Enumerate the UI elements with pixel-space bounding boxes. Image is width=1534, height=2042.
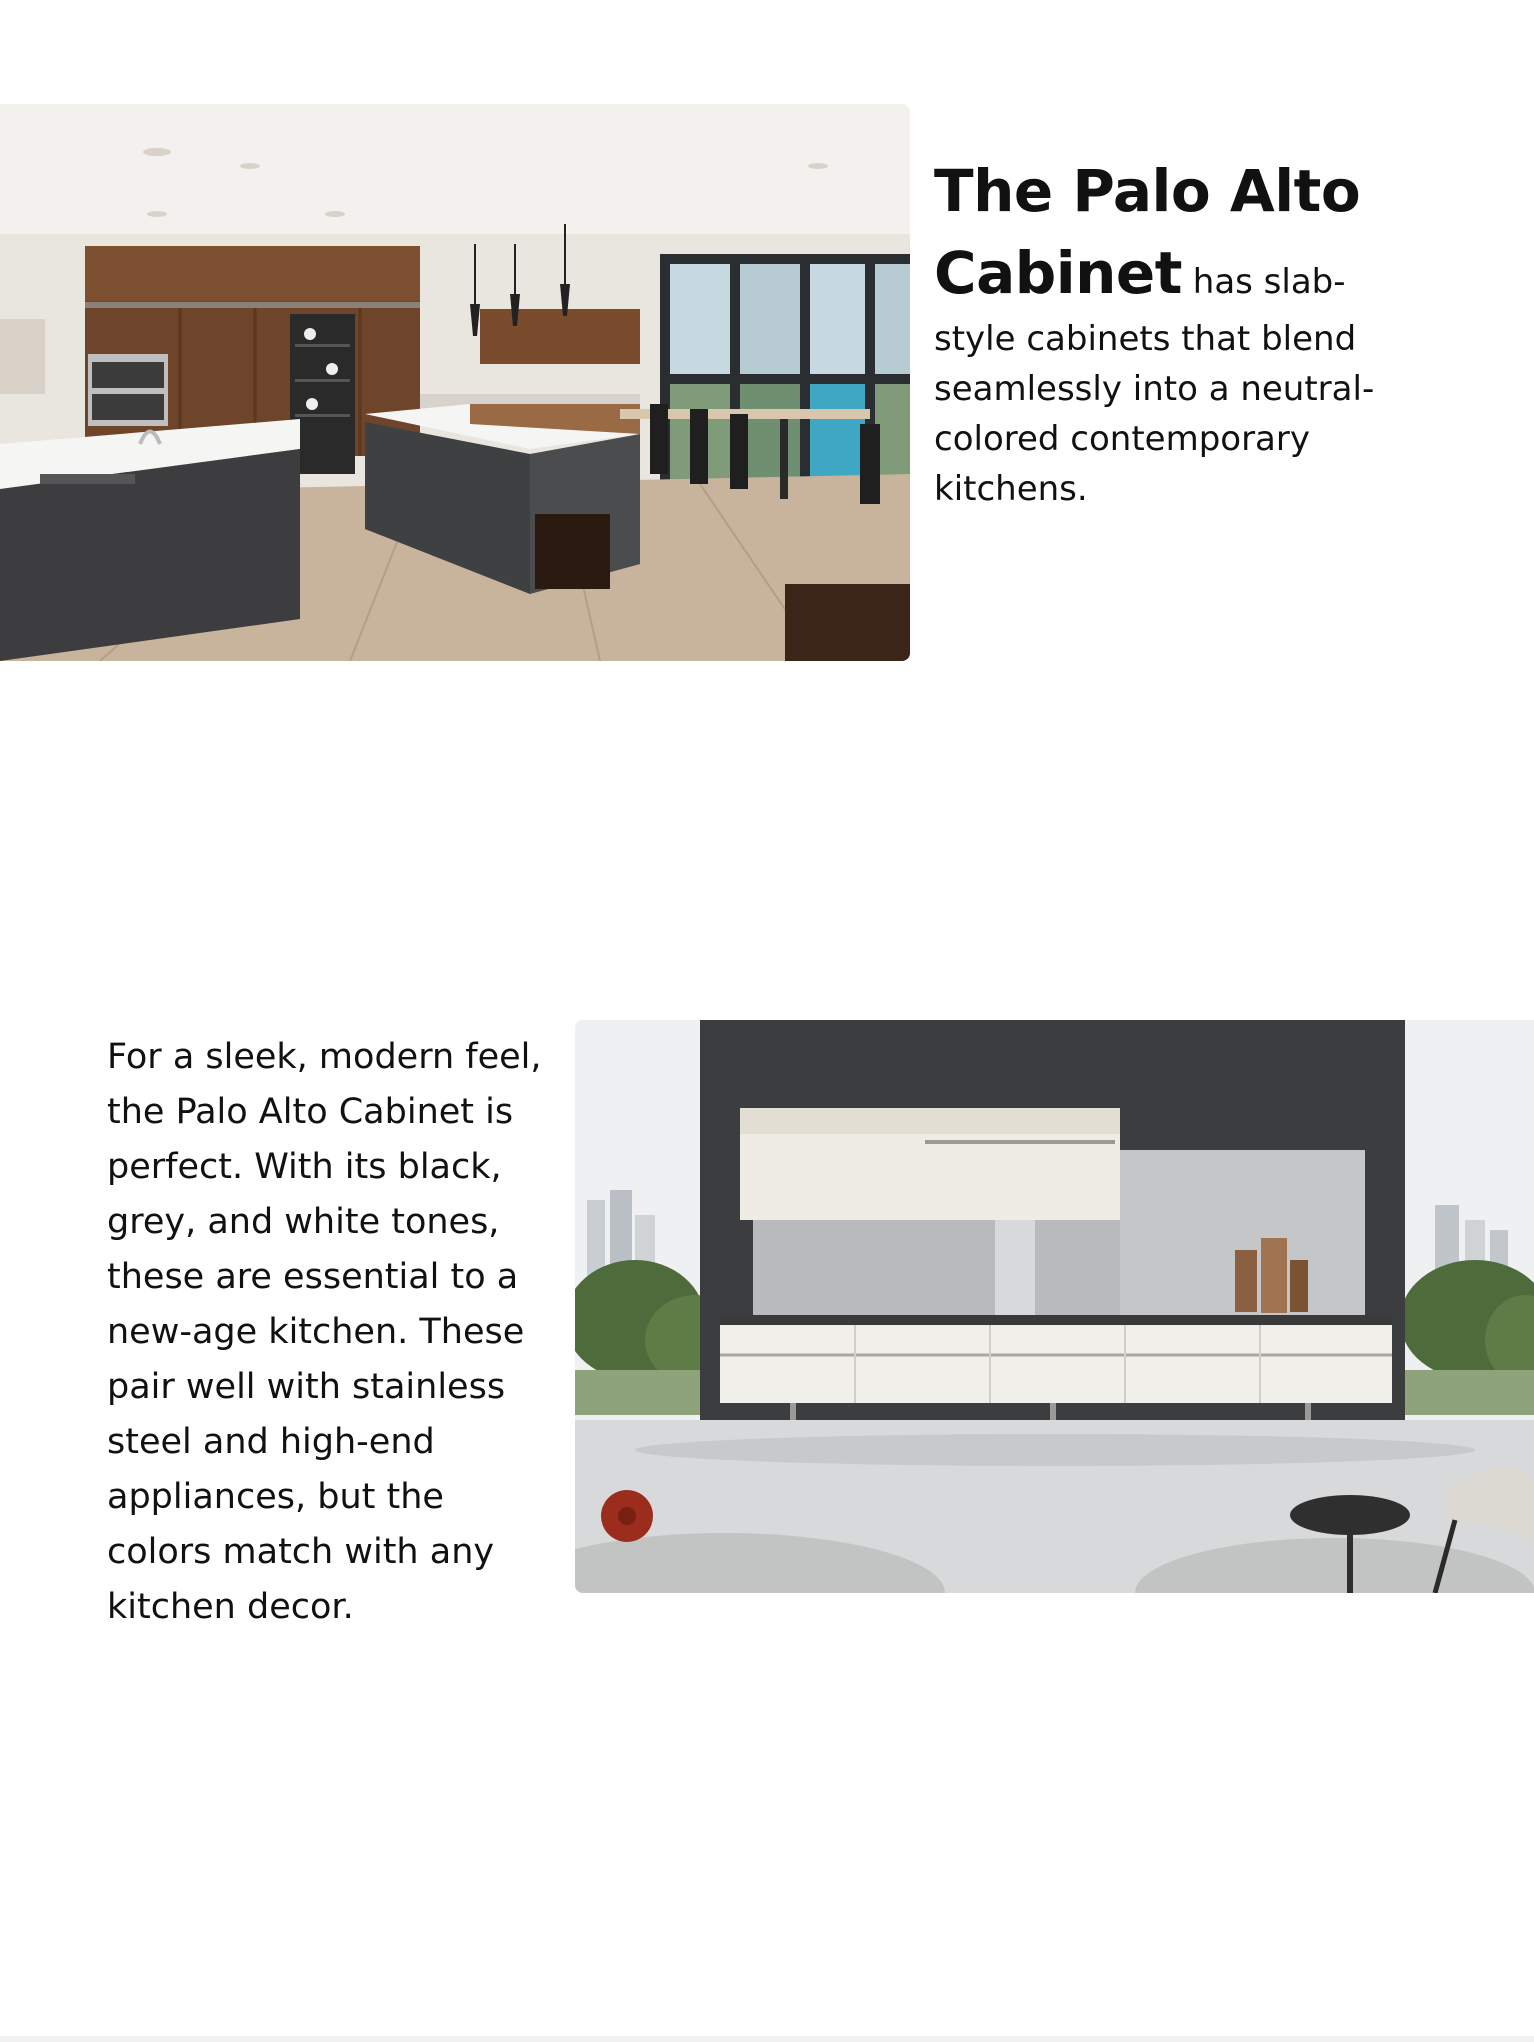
kitchen-photo-modern	[575, 1020, 1534, 1593]
modern-feel-paragraph: For a sleek, modern feel, the Palo Alto Cabinet is perfect. With its black, grey, and white tones, these are essential to a new-age kitchen. These pair well with stainless steel and high-end appliances, but the colors match with any kitchen decor.	[107, 1037, 542, 1627]
intro-description: has slab-style cabinets that blend seamlessly into a neutral-colored contemporary kitchens.	[934, 262, 1375, 509]
page-bottom-divider	[0, 2036, 1534, 2042]
kitchen-photo-walnut	[0, 104, 910, 661]
cabinet-title: The Palo Alto Cabinet	[934, 157, 1361, 307]
intro-text-block	[934, 150, 1404, 514]
